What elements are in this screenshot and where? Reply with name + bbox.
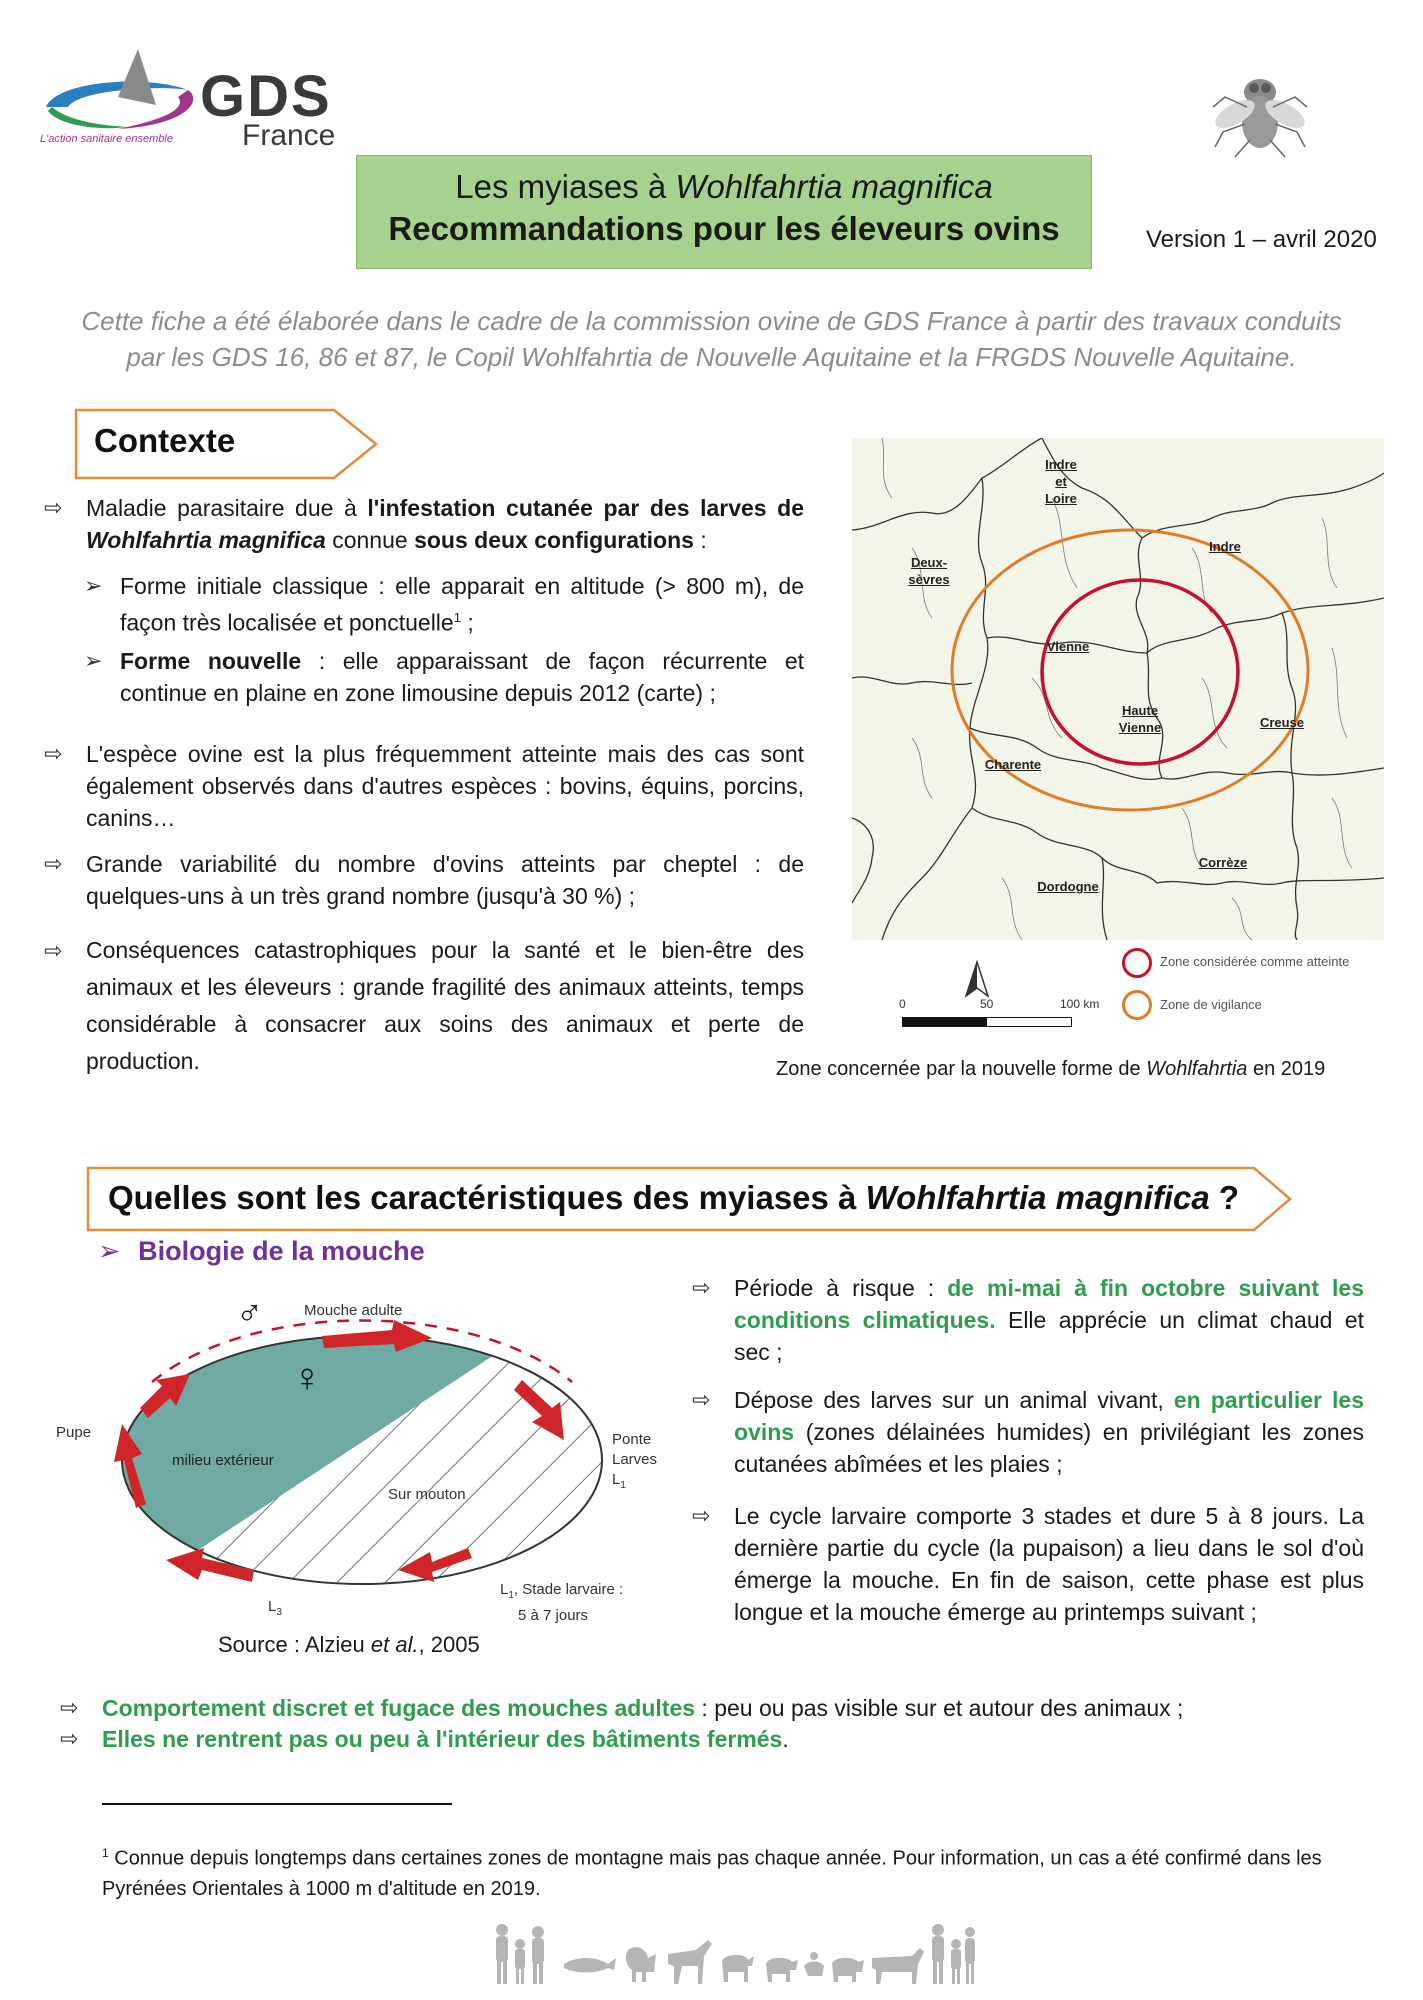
footnote: $^1$ Connue depuis longtemps dans certaines zones de montagne mais pas chaque année. Pour information, un cas a été confirmé dans les Pyrénées Orientales à 1000 m d'altitude en 2019. — [102, 1846, 1322, 1900]
arrow-bullet-icon: ⇨ — [44, 938, 63, 963]
contexte-bullet-2: ⇨ L'espèce ovine est la plus fréquemment atteinte mais des cas sont également observés dans d'autres espèces : bovins, équins, porcins, canins… — [86, 738, 804, 834]
legend-red-label: Zone considérée comme atteinte — [1160, 954, 1350, 969]
contexte-bullet-1: ⇨ Maladie parasitaire due à l'infestation cutanée par des larves de Wohlfahrtia magnifica connue sous deux configurations : — [86, 492, 804, 556]
behaviour-bullet: ⇨ Comportement discret et fugace des mouches adultes : peu ou pas visible sur et autour des animaux ; — [102, 1692, 1372, 1724]
sur-mouton-label: Sur mouton — [388, 1486, 466, 1503]
map-label-creuse: Creuse — [1259, 715, 1305, 730]
map-label-deux-sevres: Deux- sèvres — [908, 555, 950, 587]
triangle-bullet-icon: ➢ — [84, 573, 103, 598]
arrow-bullet-icon: ⇨ — [692, 1503, 711, 1528]
title-line-2: Recommandations pour les éleveurs ovins — [388, 210, 1060, 247]
map — [852, 438, 1384, 940]
legend-orange-swatch — [1122, 990, 1152, 1020]
l3-label: $L_3$ — [268, 1598, 282, 1618]
intro-text: Cette fiche a été élaborée dans le cadre de la commission ovine de GDS France à partir des travaux conduits par les GDS 16, 86 et 87, le Copil Wohlfahrtia de Nouvelle Aquitaine et la FRGDS Nouvelle Aquitaine. — [81, 306, 1342, 372]
triangle-bullet-icon: ➢ — [84, 648, 103, 673]
female-symbol: ♀ — [292, 1356, 322, 1400]
title-box — [356, 155, 1092, 269]
map-label-indre-et-loire: Indre et Loire — [1045, 457, 1077, 506]
logo-country: France — [242, 119, 336, 152]
contexte-bullet-4: ⇨ Conséquences catastrophiques pour la santé et le bien-être des animaux et les éleveurs : grande fragilité des animaux atteints, temps considérable à consacrer aux soins des animaux et perte de production. — [86, 932, 804, 1080]
scale-label-0: 0 — [899, 997, 906, 1011]
legend-red-swatch — [1122, 948, 1152, 978]
risk-period-bullet: ⇨ Période à risque : de mi-mai à fin octobre suivant les conditions climatiques. Elle apprécie un climat chaud et sec ; — [734, 1272, 1364, 1368]
cycle-source: Source : Alzieu et al., 2005 — [218, 1632, 480, 1657]
map-label-correze: Corrèze — [1198, 855, 1248, 870]
north-arrow-icon — [962, 960, 992, 1000]
arrow-bullet-icon: ⇨ — [44, 741, 63, 766]
buildings-bullet: ⇨ Elles ne rentrent pas ou peu à l'intérieur des bâtiments fermés. — [102, 1723, 1372, 1755]
scale-label-100: 100 km — [1060, 997, 1100, 1011]
map-caption: Zone concernée par la nouvelle forme de Wohlfahrtia en 2019 — [776, 1058, 1326, 1080]
life-cycle-diagram — [52, 1290, 658, 1630]
contexte-heading: Contexte — [94, 422, 236, 459]
larvae-bullet: ⇨ Dépose des larves sur un animal vivant, en particulier les ovins (zones délainées humides) en privilégiant les zones cutanées abîmées et les plaies ; — [734, 1384, 1364, 1480]
map-label-indre: Indre — [1209, 539, 1241, 554]
ponte-label: Ponte Larves $L_1$ — [612, 1431, 658, 1491]
caracteristiques-banner — [86, 1166, 1294, 1232]
contexte-banner — [74, 408, 380, 480]
arrow-bullet-icon: ⇨ — [44, 851, 63, 876]
pupe-label: Pupe — [56, 1424, 92, 1441]
arrow-bullet-icon: ⇨ — [60, 1726, 79, 1751]
mouche-adulte-label: Mouche adulte — [304, 1302, 403, 1319]
scale-label-50: 50 — [980, 997, 994, 1011]
map-label-vienne: Vienne — [1046, 639, 1090, 654]
stade-larvaire-label: $L_1$, Stade larvaire : 5 à 7 jours — [500, 1581, 624, 1624]
caracteristiques-heading: Quelles sont les caractéristiques des myiases à Wohlfahrtia magnifica ? — [108, 1179, 1240, 1216]
scale-bar — [902, 1017, 1072, 1027]
fly-icon — [1205, 52, 1315, 172]
logo-swoosh-icon — [38, 45, 208, 145]
legend-orange-label: Zone de vigilance — [1160, 997, 1262, 1012]
map-label-dordogne: Dordogne — [1037, 879, 1099, 894]
map-boundaries — [852, 438, 1384, 940]
map-label-haute-vienne: Haute Vienne — [1118, 703, 1162, 735]
logo-acronym: GDS — [200, 64, 332, 129]
male-symbol: ♂ — [236, 1292, 263, 1333]
footer-animals-icon — [486, 1920, 976, 1990]
title-line-1: Les myiases à Wohlfahrtia magnifica — [455, 168, 993, 205]
logo-tagline: L'action sanitaire ensemble — [40, 133, 173, 145]
footnote-separator — [102, 1803, 452, 1805]
contexte-bullet-3: ⇨ Grande variabilité du nombre d'ovins atteints par cheptel : de quelques-uns à un très grand nombre (jusqu'à 30 %) ; — [86, 848, 804, 912]
triangle-bullet-icon: ➢ — [98, 1236, 121, 1266]
biologie-subheading: ➢ Biologie de la mouche — [98, 1236, 425, 1266]
map-label-charente: Charente — [984, 757, 1042, 772]
arrow-bullet-icon: ⇨ — [60, 1695, 79, 1720]
contexte-subbullet-1: ➢ Forme initiale classique : elle apparait en altitude (> 800 m), de façon très localisée et ponctuelle$^1$ ; — [120, 570, 804, 639]
arrow-bullet-icon: ⇨ — [692, 1387, 711, 1412]
cycle-bullet: ⇨ Le cycle larvaire comporte 3 stades et dure 5 à 8 jours. La dernière partie du cycle (la pupaison) a lieu dans le sol d'où émerge la mouche. En fin de saison, cette phase est plus longue et la mouche émerge au printemps suivant ; — [734, 1500, 1364, 1628]
version-label: Version 1 – avril 2020 — [1146, 226, 1377, 253]
arrow-bullet-icon: ⇨ — [692, 1275, 711, 1300]
contexte-subbullet-2: ➢ Forme nouvelle : elle apparaissant de façon récurrente et continue en plaine en zone limousine depuis 2012 (carte) ; — [120, 645, 804, 709]
milieu-exterieur-label: milieu extérieur — [172, 1452, 274, 1469]
gds-logo — [38, 45, 358, 155]
arrow-bullet-icon: ⇨ — [44, 495, 63, 520]
